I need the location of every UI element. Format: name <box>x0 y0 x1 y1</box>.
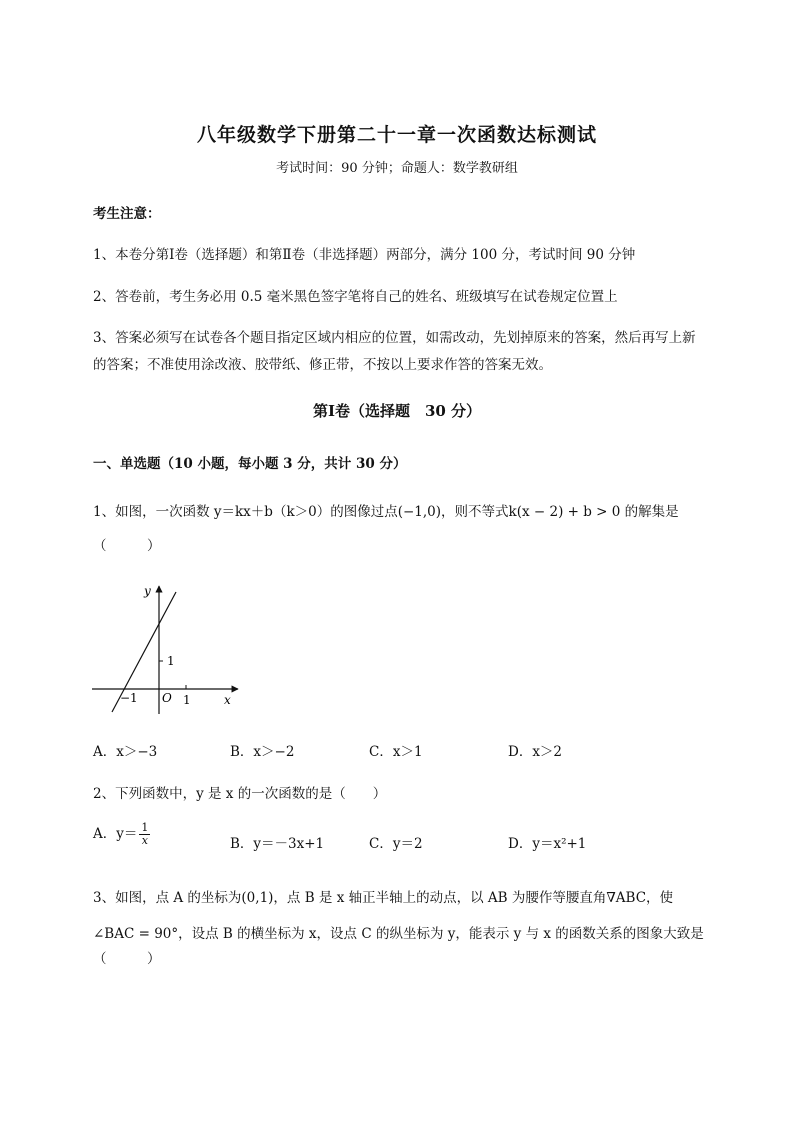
q1-option-c[interactable]: C．x＞1 <box>369 744 423 760</box>
question-1-paren: （ ） <box>93 538 161 554</box>
page-title: 八年级数学下册第二十一章一次函数达标测试 <box>196 124 597 146</box>
q2-option-b[interactable]: B．y＝－3x+1 <box>230 836 325 852</box>
x-axis-label: x <box>224 693 231 707</box>
question-1-graph <box>88 578 248 718</box>
notice-heading: 考生注意： <box>93 206 161 222</box>
part-one-title: 第Ⅰ卷（选择题 30 分） <box>312 402 482 420</box>
q1-option-d[interactable]: D．x＞2 <box>508 744 563 760</box>
q2-option-d[interactable]: D．y＝x²+1 <box>508 836 587 852</box>
fraction-denominator: x <box>141 834 148 847</box>
fraction-one-over-x <box>139 822 150 847</box>
tick-label-x1: 1 <box>183 693 191 707</box>
section-title: 一、单选题（10 小题，每小题 3 分，共计 30 分） <box>93 456 407 472</box>
tick-label-y1: 1 <box>167 654 175 668</box>
tick-label-neg1: −1 <box>120 691 138 705</box>
y-axis-label: y <box>144 584 151 598</box>
origin-label: O <box>162 691 172 705</box>
fraction-numerator: 1 <box>141 821 149 834</box>
notice-item-1: 1、本卷分第Ⅰ卷（选择题）和第Ⅱ卷（非选择题）两部分，满分 100 分，考试时间 90 分钟 <box>93 247 636 263</box>
question-3-paren: （ ） <box>93 951 161 967</box>
notice-item-2: 2、答卷前，考生务必用 0.5 毫米黑色签字笔将自己的姓名、班级填写在试卷规定位置上 <box>93 289 618 305</box>
q1-option-b[interactable]: B．x＞−2 <box>230 744 295 760</box>
question-3-line-2: ∠BAC = 90°，设点 B 的横坐标为 x，设点 C 的纵坐标为 y，能表示 y 与 x 的函数关系的图象大致是 <box>93 926 704 942</box>
q2-option-c[interactable]: C．y＝2 <box>369 836 423 852</box>
exam-info: 考试时间：90 分钟；命题人：数学教研组 <box>276 161 518 176</box>
question-2-text: 2、下列函数中，y 是 x 的一次函数的是（ ） <box>93 786 387 802</box>
q1-option-a[interactable]: A．x＞−3 <box>93 744 158 760</box>
q2-option-a-prefix: A．y＝ <box>93 826 138 842</box>
q2-option-a[interactable] <box>93 822 150 847</box>
question-1-text: 1、如图，一次函数 y＝kx＋b（k＞0）的图像过点(−1,0)，则不等式k(x − 2) + b > 0 的解集是 <box>93 504 679 520</box>
notice-item-3-cont: 的答案；不准使用涂改液、胶带纸、修正带，不按以上要求作答的答案无效。 <box>93 357 552 373</box>
notice-item-3: 3、答案必须写在试卷各个题目指定区域内相应的位置，如需改动，先划掉原来的答案，然后再写上新 <box>93 330 696 346</box>
question-3-line-1: 3、如图，点 A 的坐标为(0,1)，点 B 是 x 轴正半轴上的动点，以 AB 为腰作等腰直角∇ABC，使 <box>93 890 674 906</box>
